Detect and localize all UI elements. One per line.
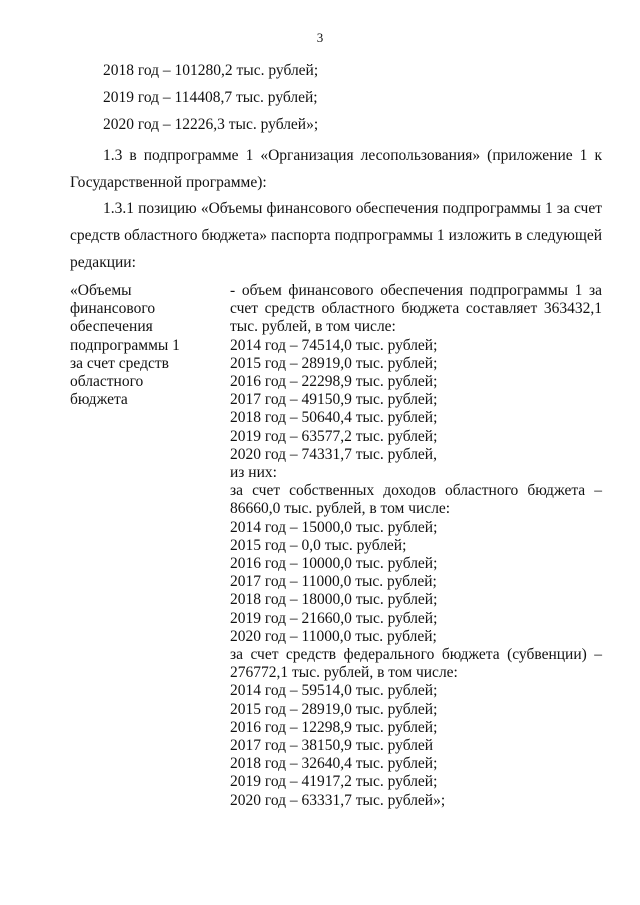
- intro-line-2020: 2020 год – 12226,3 тыс. рублей»;: [103, 116, 319, 133]
- federal-intro-line: 276772,1 тыс. рублей, в том числе:: [230, 664, 458, 682]
- label-line: «Объемы: [70, 282, 132, 299]
- passport-value-column: [230, 282, 602, 810]
- federal-year-line: 2019 год – 41917,2 тыс. рублей;: [230, 773, 438, 791]
- federal-year-line: 2018 год – 32640,4 тыс. рублей;: [230, 755, 438, 773]
- own-year-line: 2016 год – 10000,0 тыс. рублей;: [230, 555, 438, 573]
- own-intro-line: 86660,0 тыс. рублей, в том числе:: [230, 500, 451, 518]
- paragraph-1-3-1-line-2: средств областного бюджета» паспорта подпрограммы 1 изложить в следующей: [70, 227, 602, 244]
- total-year-line: 2020 год – 74331,7 тыс. рублей,: [230, 445, 437, 463]
- paragraph-1-3-1: [70, 195, 602, 276]
- total-intro-line: - объем финансового обеспечения подпрограммы 1 за: [230, 282, 602, 299]
- federal-year-line: 2020 год – 63331,7 тыс. рублей»;: [230, 791, 446, 809]
- total-year-line: 2017 год – 49150,9 тыс. рублей;: [230, 391, 438, 409]
- paragraph-1-3-1-line-3: редакции:: [70, 254, 136, 271]
- passport-label-column: [70, 282, 200, 409]
- label-line: бюджета: [70, 391, 128, 409]
- of-them-line: из них:: [230, 464, 277, 482]
- federal-year-line: 2017 год – 38150,9 тыс. рублей: [230, 737, 434, 755]
- total-year-line: 2019 год – 63577,2 тыс. рублей;: [230, 427, 438, 445]
- total-year-line: 2014 год – 74514,0 тыс. рублей;: [230, 336, 438, 354]
- label-line: подпрограммы 1: [70, 336, 180, 354]
- own-year-line: 2018 год – 18000,0 тыс. рублей;: [230, 591, 438, 609]
- total-intro-line: тыс. рублей, в том числе:: [230, 318, 396, 336]
- federal-year-line: 2014 год – 59514,0 тыс. рублей;: [230, 682, 438, 700]
- paragraph-1-3-line-1: 1.3 в подпрограмме 1 «Организация лесопользования» (приложение 1 к: [103, 147, 602, 164]
- paragraph-1-3-line-2: Государственной программе):: [70, 174, 267, 191]
- own-year-line: 2019 год – 21660,0 тыс. рублей;: [230, 609, 438, 627]
- federal-intro-line: за счет средств федерального бюджета (субвенции) –: [230, 646, 602, 664]
- federal-year-line: 2015 год – 28919,0 тыс. рублей;: [230, 700, 438, 718]
- own-year-line: 2017 год – 11000,0 тыс. рублей;: [230, 573, 437, 591]
- intro-line-2018: 2018 год – 101280,2 тыс. рублей;: [103, 62, 319, 79]
- label-line: за счет средств: [70, 354, 169, 372]
- own-year-line: 2014 год – 15000,0 тыс. рублей;: [230, 518, 438, 536]
- paragraph-1-3: [70, 142, 602, 196]
- label-line: обеспечения: [70, 318, 153, 336]
- total-intro-line: счет средств областного бюджета составляет 363432,1: [230, 300, 602, 318]
- own-year-line: 2020 год – 11000,0 тыс. рублей;: [230, 627, 437, 645]
- total-year-line: 2018 год – 50640,4 тыс. рублей;: [230, 409, 438, 427]
- label-line: финансового: [70, 300, 156, 318]
- intro-line-2019: 2019 год – 114408,7 тыс. рублей;: [103, 89, 318, 106]
- own-intro-line: за счет собственных доходов областного бюджета –: [230, 482, 602, 500]
- label-line: областного: [70, 373, 144, 391]
- federal-year-line: 2016 год – 12298,9 тыс. рублей;: [230, 718, 438, 736]
- total-year-line: 2015 год – 28919,0 тыс. рублей;: [230, 354, 438, 372]
- paragraph-1-3-1-line-1: 1.3.1 позицию «Объемы финансового обеспечения подпрограммы 1 за счет: [103, 200, 602, 217]
- own-year-line: 2015 год – 0,0 тыс. рублей;: [230, 536, 407, 554]
- page-number: 3: [316, 30, 324, 45]
- total-year-line: 2016 год – 22298,9 тыс. рублей;: [230, 373, 438, 391]
